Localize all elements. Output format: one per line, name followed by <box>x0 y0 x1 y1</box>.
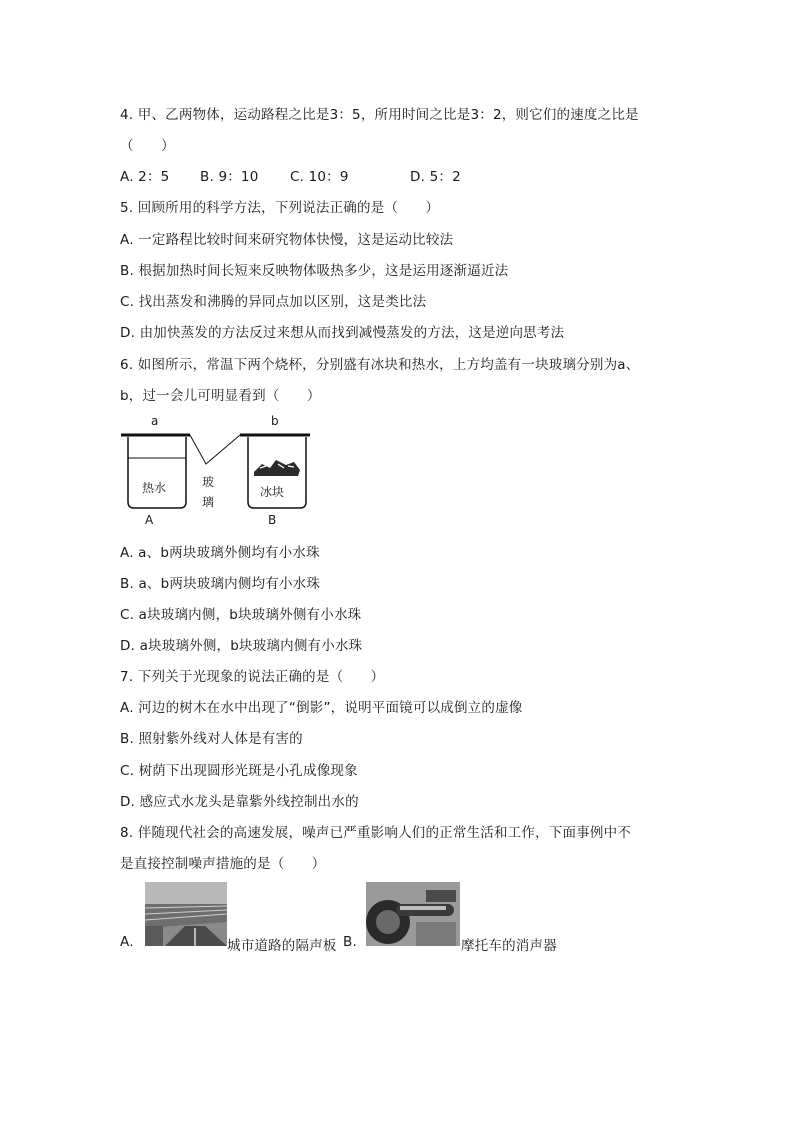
ice-label: 冰块 <box>260 485 285 499</box>
hot-water-label: 热水 <box>142 481 167 495</box>
q5-stem: 5. 回顾所用的科学方法，下列说法正确的是（ ） <box>120 200 440 216</box>
glass-pointer-lines <box>190 435 240 464</box>
q8-option-a-prefix: A. <box>120 934 134 950</box>
label-b: b <box>271 414 279 428</box>
q4-option-a: A. 2：5 <box>120 169 170 185</box>
q5-option-b: B. 根据加热时间长短来反映物体吸热多少，这是运用逐渐逼近法 <box>120 263 509 279</box>
muffler-photo <box>366 882 460 946</box>
label-a: a <box>151 414 159 428</box>
q4-stem: 4. 甲、乙两物体，运动路程之比是3：5，所用时间之比是3：2，则它们的速度之比是 <box>120 107 639 123</box>
label-A: A <box>145 513 154 527</box>
q8-stem-line1: 8. 伴随现代社会的高速发展，噪声已严重影响人们的正常生活和工作，下面事例中不 <box>120 825 631 841</box>
q7-stem: 7. 下列关于光现象的说法正确的是（ ） <box>120 669 385 685</box>
beaker-a <box>128 437 186 508</box>
q4-options <box>120 165 461 185</box>
q5-option-c: C. 找出蒸发和沸腾的异同点加以区别，这是类比法 <box>120 294 427 310</box>
noise-barrier-photo <box>145 882 227 946</box>
q4-paren: （ ） <box>120 138 175 154</box>
q6-option-c: C. a块玻璃内侧，b块玻璃外侧有小水珠 <box>120 607 362 623</box>
q7-option-d: D. 感应式水龙头是靠紫外线控制出水的 <box>120 794 359 810</box>
q5-option-d: D. 由加快蒸发的方法反过来想从而找到减慢蒸发的方法，这是逆向思考法 <box>120 325 565 341</box>
q7-option-a: A. 河边的树木在水中出现了“倒影”，说明平面镜可以成倒立的虚像 <box>120 700 523 716</box>
q6-stem-line2: b，过一会儿可明显看到（ ） <box>120 388 321 404</box>
q7-option-b: B. 照射紫外线对人体是有害的 <box>120 731 303 747</box>
glass-label-2: 璃 <box>202 495 215 509</box>
q8-stem-line2: 是直接控制噪声措施的是（ ） <box>120 856 326 872</box>
q8-option-b-prefix: B. <box>343 934 357 950</box>
q8-option-b-text: 摩托车的消声器 <box>461 938 557 954</box>
q6-stem-line1: 6. 如图所示，常温下两个烧杯，分别盛有冰块和热水，上方均盖有一块玻璃分别为a、 <box>120 357 640 373</box>
q8-option-a-text: 城市道路的隔声板 <box>227 938 337 954</box>
q7-option-c: C. 树荫下出现圆形光斑是小孔成像现象 <box>120 763 358 779</box>
q6-option-b: B. a、b两块玻璃内侧均有小水珠 <box>120 576 321 592</box>
q6-option-d: D. a块玻璃外侧，b块玻璃内侧有小水珠 <box>120 638 363 654</box>
beakers-figure <box>118 412 318 530</box>
glass-label-1: 玻 <box>202 475 215 489</box>
q6-option-a: A. a、b两块玻璃外侧均有小水珠 <box>120 545 320 561</box>
label-B: B <box>268 513 277 527</box>
q4-option-b: B. 9：10 <box>200 169 259 185</box>
q4-option-d: D. 5：2 <box>410 169 461 185</box>
q4-option-c: C. 10：9 <box>290 169 349 185</box>
q5-option-a: A. 一定路程比较时间来研究物体快慢，这是运动比较法 <box>120 232 454 248</box>
